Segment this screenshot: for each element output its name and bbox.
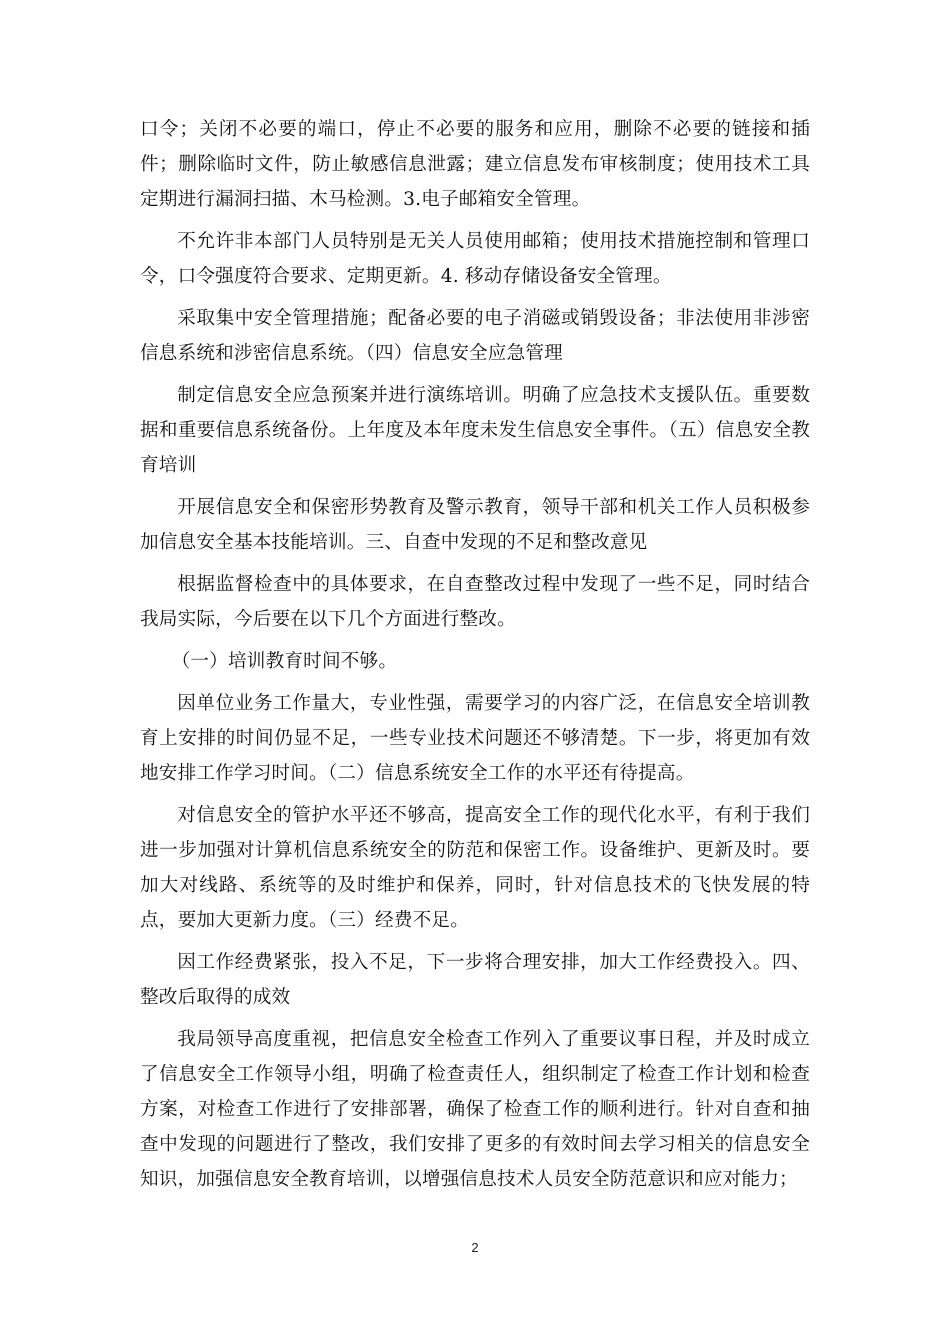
paragraph-7: （一）培训教育时间不够。 xyxy=(171,651,398,672)
paragraph-6: 根据监督检查中的具体要求，在自查整改过程中发现了一些不足，同时结合我局实际，今后要在以下几个方面进行整改。 xyxy=(140,574,810,630)
paragraph-9: 对信息安全的管护水平还不够高，提高安全工作的现代化水平，有利于我们进一步加强对计算机信息系统安全的防范和保密工作。设备维护、更新及时。要加大对线路、系统等的及时维护和保养，同时，针对信息技术的飞快发展的特点，要加大更新力度。（三）经费不足。 xyxy=(140,805,810,931)
paragraph-8: 因单位业务工作量大，专业性强，需要学习的内容广泛，在信息安全培训教育上安排的时间仍显不足，一些专业技术问题还不够清楚。下一步，将更加有效地安排工作学习时间。（二）信息系统安全工作的水平还有待提高。 xyxy=(140,693,810,784)
paragraph-4: 制定信息安全应急预案并进行演练培训。明确了应急技术支援队伍。重要数据和重要信息系统备份。上年度及本年度未发生信息安全事件。（五）信息安全教育培训 xyxy=(140,385,810,476)
document-body xyxy=(140,112,810,1204)
paragraph-11: 我局领导高度重视，把信息安全检查工作列入了重要议事日程，并及时成立了信息安全工作领导小组，明确了检查责任人，组织制定了检查工作计划和检查方案，对检查工作进行了安排部署，确保了检查工作的顺利进行。针对自查和抽查中发现的问题进行了整改，我们安排了更多的有效时间去学习相关的信息安全知识，加强信息安全教育培训，以增强信息技术人员安全防范意识和应对能力； xyxy=(140,1029,810,1190)
page-number: 2 xyxy=(471,1240,479,1255)
paragraph-5: 开展信息安全和保密形势教育及警示教育，领导干部和机关工作人员积极参加信息安全基本技能培训。三、自查中发现的不足和整改意见 xyxy=(140,497,810,553)
paragraph-10: 因工作经费紧张，投入不足，下一步将合理安排，加大工作经费投入。四、整改后取得的成效 xyxy=(140,952,810,1008)
paragraph-3: 采取集中安全管理措施；配备必要的电子消磁或销毁设备；非法使用非涉密信息系统和涉密信息系统。（四）信息安全应急管理 xyxy=(140,308,810,364)
paragraph-1: 口令；关闭不必要的端口，停止不必要的服务和应用，删除不必要的链接和插件；删除临时文件，防止敏感信息泄露；建立信息发布审核制度；使用技术工具定期进行漏洞扫描、木马检测。3.电子邮箱安全管理。 xyxy=(140,119,810,210)
paragraph-2: 不允许非本部门人员特别是无关人员使用邮箱；使用技术措施控制和管理口令，口令强度符合要求、定期更新。4. 移动存储设备安全管理。 xyxy=(140,231,810,287)
